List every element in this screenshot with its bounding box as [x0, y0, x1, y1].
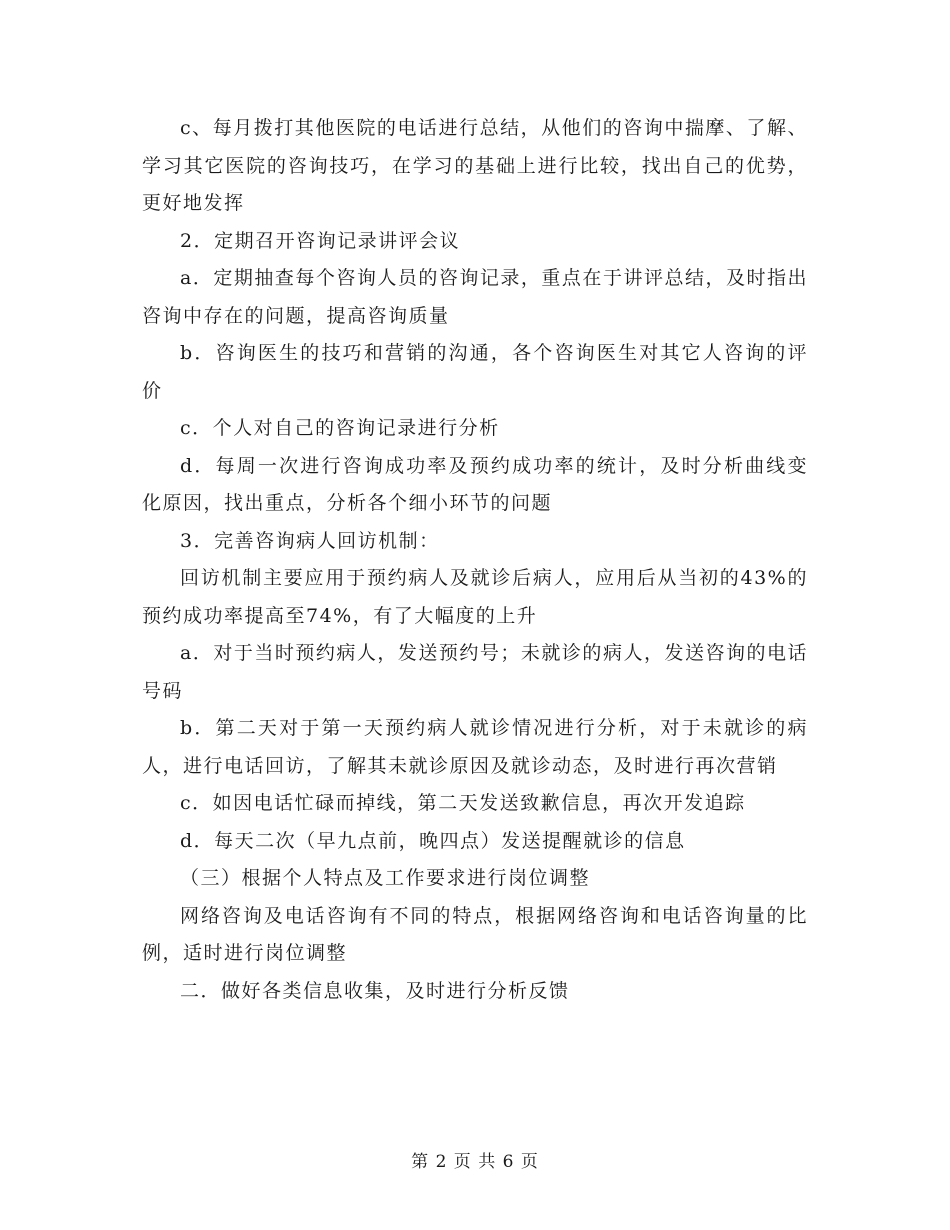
- heading-er-information-collection: 二．做好各类信息收集，及时进行分析反馈: [180, 979, 570, 1002]
- page-number-footer: 第 2 页 共 6 页: [411, 1152, 539, 1172]
- heading-3-follow-up-mechanism: 3．完善咨询病人回访机制：: [180, 529, 440, 552]
- heading-san-position-adjustment: （三）根据个人特点及工作要求进行岗位调整: [180, 867, 591, 889]
- paragraph-c-self-analysis: c．个人对自己的咨询记录进行分析: [180, 417, 500, 439]
- paragraph-c-apology-message: c．如因电话忙碌而掉线，第二天发送致歉信息，再次开发追踪: [180, 792, 746, 814]
- paragraph-a-spot-check: a．定期抽查每个咨询人员的咨询记录，重点在于讲评总结，及时指出咨询中存在的问题，提高咨询质量: [142, 267, 808, 327]
- paragraph-a-send-number: a．对于当时预约病人，发送预约号；未就诊的病人，发送咨询的电话号码: [142, 642, 808, 702]
- paragraph-c-monthly-calls: c、每月拨打其他医院的电话进行总结，从他们的咨询中揣摩、了解、学习其它医院的咨询技巧，在学习的基础上进行比较，找出自己的优势，更好地发挥: [142, 117, 808, 214]
- heading-2-review-meeting: 2．定期召开咨询记录讲评会议: [180, 229, 461, 252]
- document-body: [142, 110, 808, 1010]
- paragraph-b-next-day-analysis: b．第二天对于第一天预约病人就诊情况进行分析，对于未就诊的病人，进行电话回访，了解其未就诊原因及就诊动态，及时进行再次营销: [142, 717, 808, 777]
- paragraph-b-skills-communication: b．咨询医生的技巧和营销的沟通，各个咨询医生对其它人咨询的评价: [142, 342, 808, 402]
- paragraph-d-reminder-message: d．每天二次（早九点前，晚四点）发送提醒就诊的信息: [180, 829, 686, 852]
- paragraph-follow-up-results: 回访机制主要应用于预约病人及就诊后病人，应用后从当初的43%的预约成功率提高至74%，有了大幅度的上升: [142, 567, 808, 627]
- paragraph-online-phone-consult: 网络咨询及电话咨询有不同的特点，根据网络咨询和电话咨询量的比例，适时进行岗位调整: [142, 904, 808, 964]
- paragraph-d-weekly-statistics: d．每周一次进行咨询成功率及预约成功率的统计，及时分析曲线变化原因，找出重点，分析各个细小环节的问题: [142, 454, 808, 514]
